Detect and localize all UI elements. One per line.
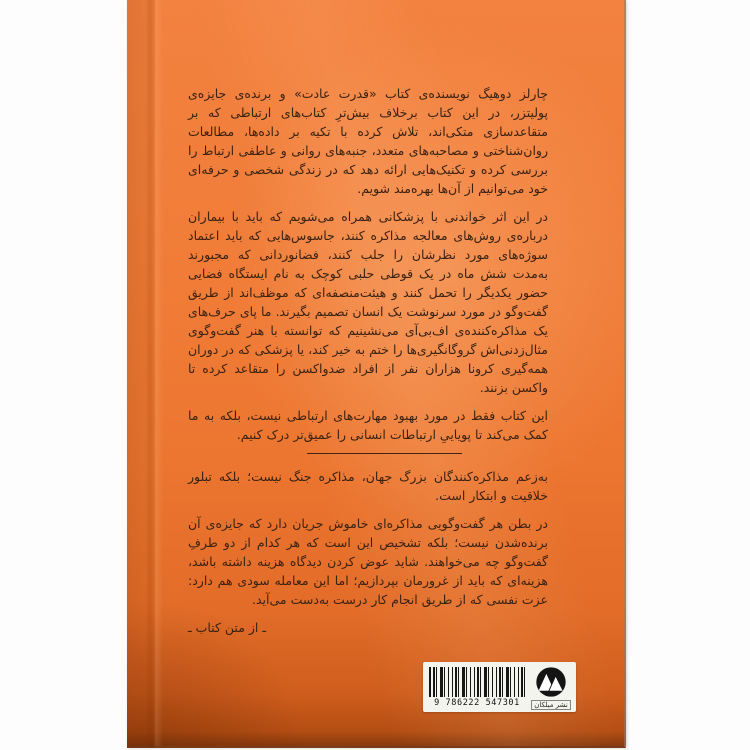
quote-attribution: ـ از متن کتاب ـ — [188, 620, 267, 635]
blurb-paragraph: در این اثر خواندنی با پزشکانی همراه می‌شویم که باید با بیماران درباره‌ی روش‌های معالجه مذاکره کنند، جاسوس‌هایی که باید اعتماد سوژه‌های مورد نظرشان را جلب کنند، فضانوردانی که مجبورند به‌مدت شش ماه در یک قوطی حلبی کوچک به نام ایستگاه فضایی حضور یکدیگر را تحمل کنند و هیئت‌منصفه‌ای که موظف‌اند از طریق گفت‌وگو در مورد سرنوشت یک انسان تصمیم بگیرند. ما پای حرف‌های یک مذاکره‌کننده‌ی اف‌بی‌آی می‌نشینیم که توانسته با هنر گفت‌وگوی مثال‌زدنی‌اش گروگانگیری‌ها را ختم به خیر کند، یا پزشکی که در دوران همه‌گیری کرونا هزاران نفر از افراد ضدواکسن را متقاعد کرده تا واکسن بزنند. — [188, 209, 548, 395]
barcode-number: 9 786222 547301 — [434, 697, 520, 708]
barcode-bars-icon — [429, 667, 525, 697]
barcode-area — [427, 667, 527, 708]
book-back-cover — [127, 0, 626, 748]
back-cover-text-block — [188, 84, 548, 646]
publisher-mountains-logo-icon — [534, 665, 568, 699]
quote-paragraph: به‌زعم مذاکره‌کنندگان بزرگ جهان، مذاکره جنگ نیست؛ بلکه تبلور خلاقیت و ابتکار است. — [188, 469, 548, 503]
publisher-name: نشر میلکان — [531, 700, 571, 710]
divider-line — [307, 453, 462, 454]
publisher-logo-area — [530, 665, 572, 710]
quote-paragraph: در بطن هر گفت‌وگویی مذاکره‌ای خاموش جریان دارد که جایزه‌ی آن برنده‌شدن نیست؛ بلکه تشخیص این است که هر کدام از دو طرفِ گفت‌وگو چه می‌خواهند. شاید عوض کردن دیدگاه هزینه داشته باشد، هزینه‌ای که باید از غرورمان بپردازیم؛ اما این معامله سودی هم دارد: عزت نفسی که از طریق انجام کار درست به‌دست می‌آید. — [188, 516, 548, 607]
blurb-paragraph: چارلز دوهیگ نویسنده‌ی کتاب «قدرت عادت» و برنده‌ی جایزه‌ی پولیتزر، در این کتاب برخلاف بیش‌ترِ کتاب‌های ارتباطی که بر متقاعدسازی متکی‌اند، تلاش کرده با تکیه بر داده‌ها، مطالعات روان‌شناختی و مصاحبه‌های متعدد، جنبه‌های روانی و عاطفی ارتباط را بررسی کرده و تکنیک‌هایی ارائه دهد که در زندگی شخصی و حرفه‌ای خود می‌توانیم از آن‌ها بهره‌مند شویم. — [188, 86, 548, 196]
blurb-paragraph: این کتاب فقط در مورد بهبود مهارت‌های ارتباطی نیست، بلکه به ما کمک می‌کند تا پویاییِ ارتباطات انسانی را عمیق‌تر درک کنیم. — [188, 408, 548, 442]
barcode-sticker — [423, 662, 576, 712]
